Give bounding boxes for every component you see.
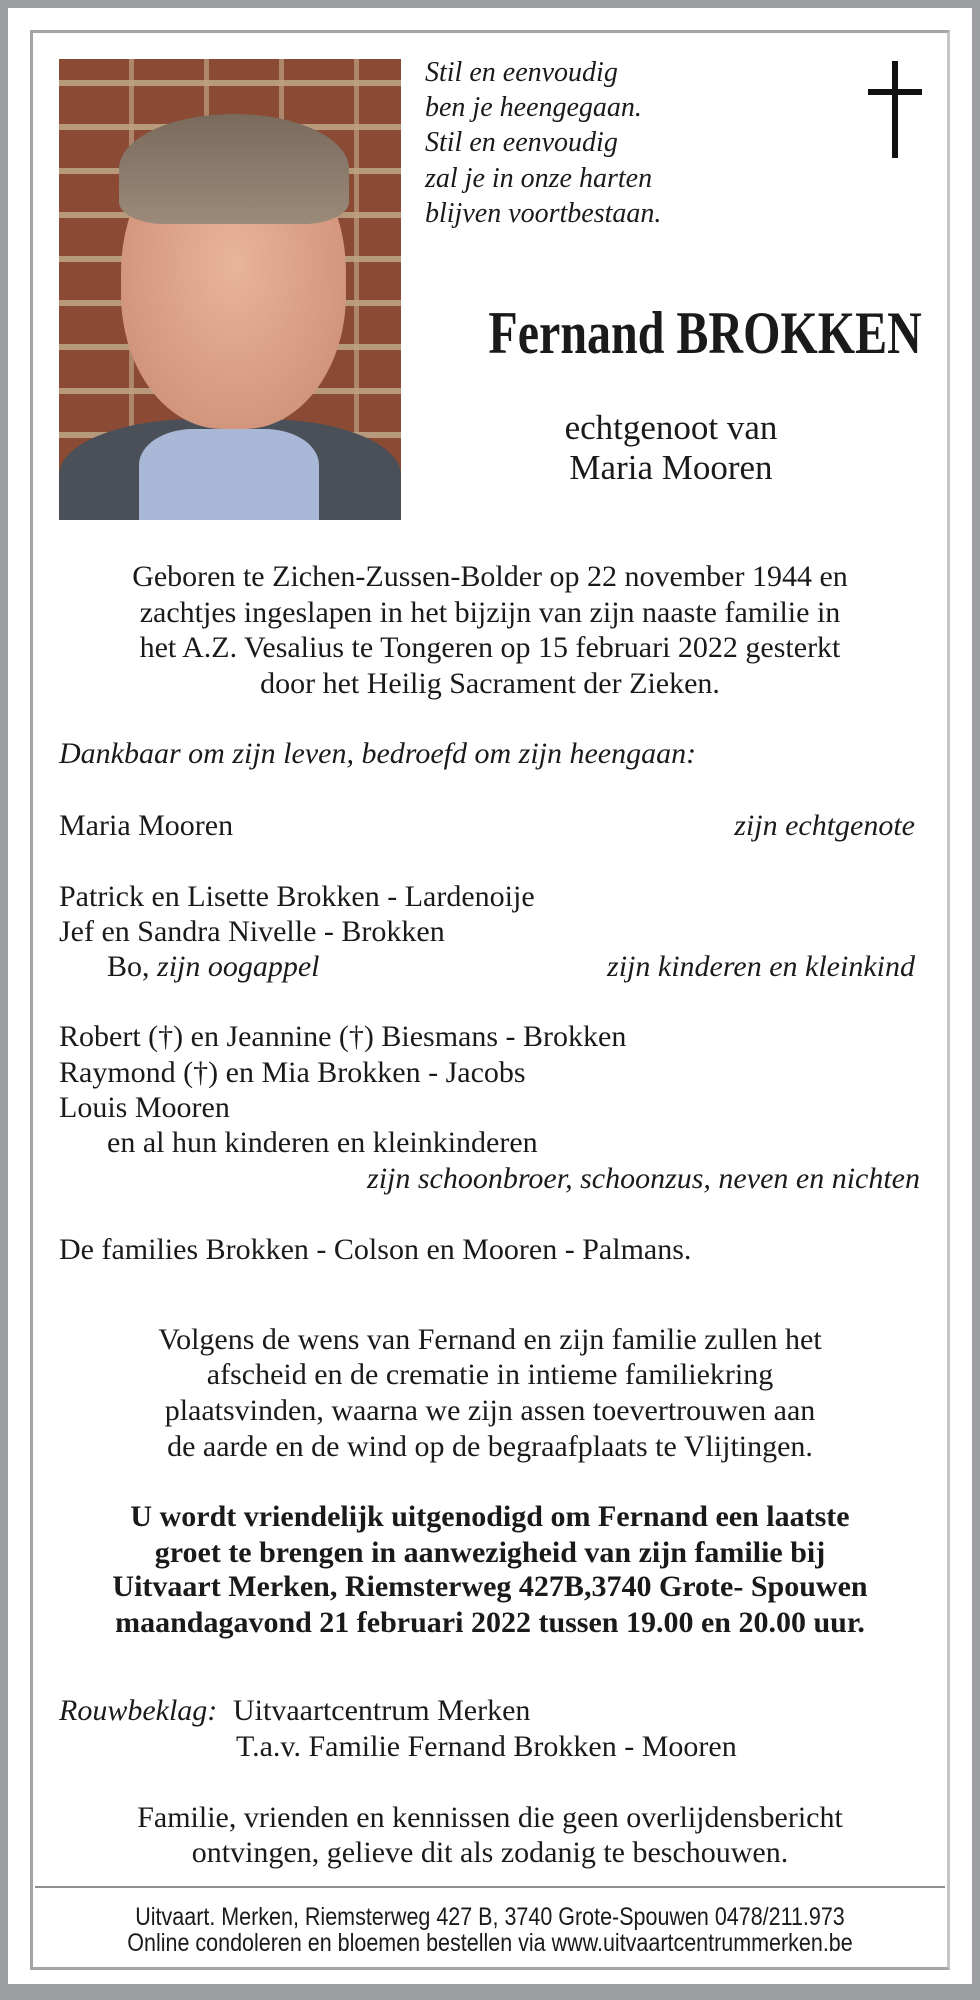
- invite-text: Uitvaart Merken, Riemsterweg 427B,3740 Grote- Spouwen: [112, 1570, 868, 1603]
- family-member: Louis Mooren: [59, 1091, 230, 1124]
- wish-text: de aarde en de wind op de begraafplaats te Vlijtingen.: [167, 1430, 813, 1463]
- divider: [35, 1886, 945, 1888]
- condolence-line: Uitvaartcentrum Merken: [233, 1694, 531, 1727]
- family-member: Maria Mooren: [59, 809, 234, 842]
- birth-text: Geboren te Zichen-Zussen-Bolder op 22 november 1944 en: [132, 560, 848, 593]
- family-member: Robert (†) en Jeannine (†) Biesmans - Brokken: [59, 1020, 627, 1053]
- poem-line: ben je heengegaan.: [425, 92, 642, 123]
- portrait-photo: [59, 59, 401, 520]
- footer-address: Uitvaart. Merken, Riemsterweg 427 B, 3740 Grote-Spouwen 0478/211.973: [135, 1903, 845, 1931]
- family-member: Patrick en Lisette Brokken - Lardenoije: [59, 880, 535, 913]
- poem-line: blijven voortbestaan.: [425, 198, 662, 229]
- invite-text: maandagavond 21 februari 2022 tussen 19.00 en 20.00 uur.: [115, 1606, 865, 1639]
- wish-text: Volgens de wens van Fernand en zijn familie zullen het: [158, 1323, 822, 1356]
- family-member: Jef en Sandra Nivelle - Brokken: [59, 915, 445, 948]
- spouse-line: echtgenoot van: [564, 408, 778, 447]
- birth-text: het A.Z. Vesalius te Tongeren op 15 februari 2022 gesterkt: [139, 631, 841, 664]
- family-member: en al hun kinderen en kleinkinderen: [107, 1126, 538, 1159]
- family-role: zijn echtgenote: [734, 809, 915, 842]
- poem-line: Stil en eenvoudig: [425, 127, 618, 158]
- notice-text: ontvingen, gelieve dit als zodanig te beschouwen.: [191, 1836, 789, 1869]
- footer-website: Online condoleren en bloemen bestellen via www.uitvaartcentrummerken.be: [127, 1929, 853, 1957]
- notice-text: Familie, vrienden en kennissen die geen overlijdensbericht: [137, 1801, 843, 1834]
- birth-text: zachtjes ingeslapen in het bijzijn van zijn naaste familie in: [139, 596, 841, 629]
- deceased-name: Fernand BROKKEN: [488, 300, 922, 366]
- families-text: De families Brokken - Colson en Mooren - Palmans.: [59, 1233, 692, 1266]
- poem-line: zal je in onze harten: [425, 163, 653, 194]
- birth-text: door het Heilig Sacrament der Zieken.: [260, 667, 720, 700]
- family-member: Bo, zijn oogappel: [107, 950, 320, 983]
- condolence-line: T.a.v. Familie Fernand Brokken - Mooren: [236, 1730, 737, 1763]
- wish-text: afscheid en de crematie in intieme familiekring: [206, 1358, 774, 1391]
- family-role: zijn schoonbroer, schoonzus, neven en nichten: [367, 1162, 920, 1195]
- condolence-label: Rouwbeklag:: [59, 1694, 218, 1727]
- spouse-name: Maria Mooren: [569, 448, 773, 487]
- poem-line: Stil en eenvoudig: [425, 57, 618, 88]
- invite-text: U wordt vriendelijk uitgenodigd om Fernand een laatste: [130, 1500, 850, 1533]
- wish-text: plaatsvinden, waarna we zijn assen toevertrouwen aan: [164, 1394, 816, 1427]
- family-member: Raymond (†) en Mia Brokken - Jacobs: [59, 1056, 526, 1089]
- grateful-text: Dankbaar om zijn leven, bedroefd om zijn heengaan:: [59, 737, 697, 770]
- invite-text: groet te brengen in aanwezigheid van zijn familie bij: [154, 1536, 826, 1569]
- family-role: zijn kinderen en kleinkind: [607, 950, 915, 983]
